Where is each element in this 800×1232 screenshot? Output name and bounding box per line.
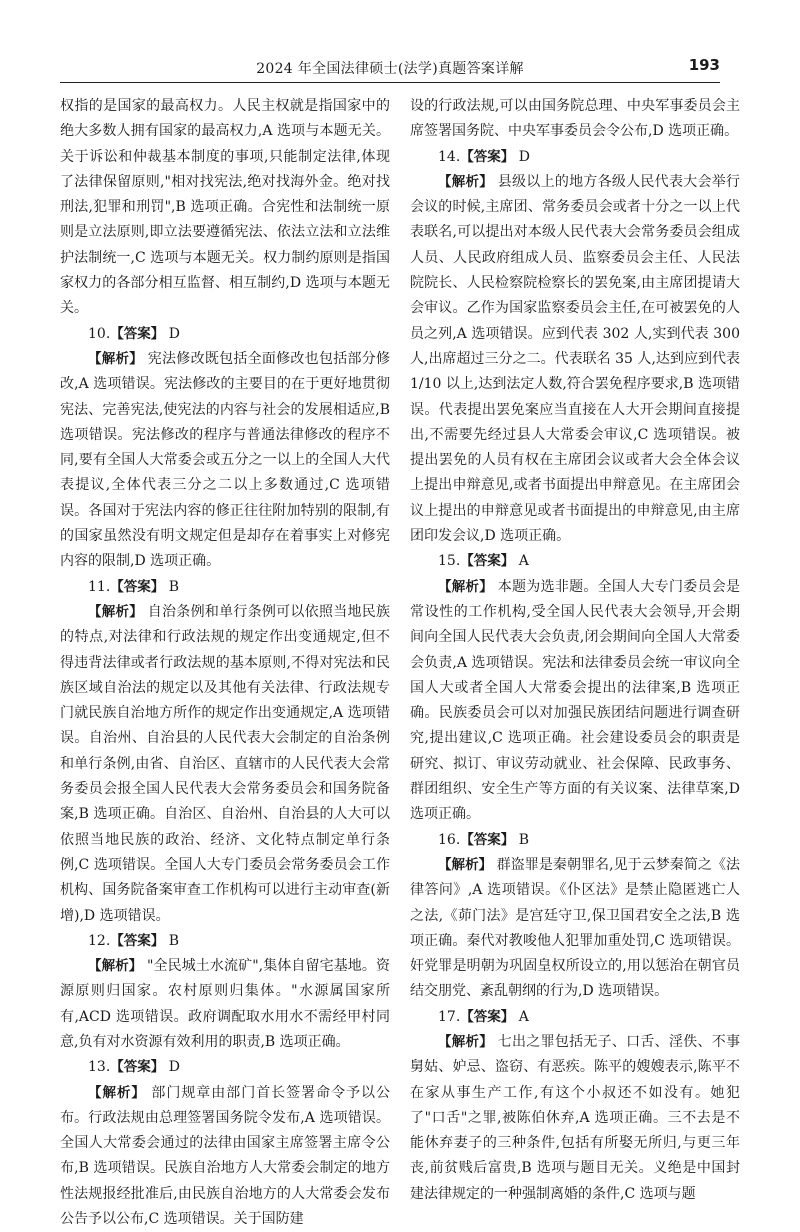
answer-label: 【答案】 xyxy=(460,148,515,165)
answer-label: 【答案】 xyxy=(110,325,165,342)
answer-value: D xyxy=(518,148,530,165)
analysis-paragraph xyxy=(410,575,740,828)
analysis-text: 自治条例和单行条例可以依照当地民族的特点,对法律和行政法规的规定作出变通规定,但不得违背法律或者行政法规的基本原则,不得对宪法和民族区域自治法的规定以及其他有关法律、行政法规专门就民族自治地方所作的规定作出变通规定,A 选项错误。自治州、自治县的人民代表大会制定的自治条例和单行条例,由省、自治区、直辖市的人民代表大会常务委员会报全国人民代表大会常务委员会和国务院备案,B 选项正确。自治区、自治州、自治县的人大可以依照当地民族的政治、经济、文化特点制定单行条例,C 选项错误。全国人大专门委员会常务委员会工作机构、国务院备案审查工作机构可以进行主动审查(新增),D 选项错误。 xyxy=(60,603,391,924)
answer-label: 【答案】 xyxy=(110,578,165,595)
answer-value: A xyxy=(518,553,529,570)
analysis-text: 宪法修改既包括全面修改也包括部分修改,A 选项错误。宪法修改的主要目的在于更好地贯彻宪法、完善宪法,使宪法的内容与社会的发展相适应,B 选项错误。宪法修改的程序与普通法律修改的程序不同,要有全国人大常委会或五分之一以上的全国人大代表提议,全体代表三分之二以上多数通过,C 选项错误。各国对于宪法内容的修正往往附加特别的限制,有的国家虽然没有明文规定但是却存在着事实上对修宪内容的限制,D 选项正确。 xyxy=(60,350,391,570)
analysis-text: 部门规章由部门首长签署命令予以公布。行政法规由总理签署国务院令发布,A 选项错误。全国人大常委会通过的法律由国家主席签署主席令公布,B 选项错误。民族自治地方人大常委会制定的地方性法规报经批准后,由民族自治地方的人大常委会发布公告予以公布,C 选项错误。关于国防建 xyxy=(60,1084,391,1228)
left-column xyxy=(60,94,390,1232)
answer-value: D xyxy=(168,325,180,342)
continued-paragraph: 设的行政法规,可以由国务院总理、中央军事委员会主席签署国务院、中央军事委员会令公布,D 选项正确。 xyxy=(410,98,740,140)
answer-line xyxy=(410,828,740,853)
analysis-text: 本题为选非题。全国人大专门委员会是常设性的工作机构,受全国人民代表大会领导,开会期间向全国人民代表大会负责,闭会期间向全国人大常委会负责,A 选项错误。宪法和法律委员会统一审议向全国人大或者全国人大常委会提出的法律案,B 选项正确。民族委员会可以对加强民族团结问题进行调查研究,提出建议,C 选项正确。社会建设委员会的职责是研究、拟订、审议劳动就业、社会保障、民政事务、群团组织、安全生产等方面的有关议案、法律草案,D 选项正确。 xyxy=(410,578,741,823)
answer-label: 【答案】 xyxy=(460,831,515,848)
question-number: 12. xyxy=(88,932,111,949)
analysis-paragraph xyxy=(60,954,390,1055)
analysis-text: "全民城土水流矿",集体自留宅基地。资源原则归国家。农村原则归集体。"水源属国家所有,ACD 选项错误。政府调配取水用水不需经甲村同意,负有对水资源有效利用的职责,B 选项正确。 xyxy=(60,958,391,1050)
answer-line xyxy=(60,929,390,954)
analysis-paragraph xyxy=(410,170,740,549)
analysis-label: 【解析】 xyxy=(438,1033,494,1050)
analysis-label: 【解析】 xyxy=(88,1084,146,1101)
analysis-label: 【解析】 xyxy=(438,856,493,873)
analysis-label: 【解析】 xyxy=(88,603,144,620)
answer-value: A xyxy=(518,1008,529,1025)
question-number: 17. xyxy=(438,1008,461,1025)
answer-line xyxy=(410,145,740,170)
page-number: 193 xyxy=(688,56,720,74)
analysis-paragraph xyxy=(60,1081,390,1232)
analysis-label: 【解析】 xyxy=(438,173,494,190)
analysis-text: 七出之罪包括无子、口舌、淫佚、不事舅姑、妒忌、盗窃、有恶疾。陈平的嫂嫂表示,陈平不在家从事生产工作,有这个小叔还不如没有。她犯了"口舌"之罪,被陈伯休弃,A 选项正确。三不去是不能休弃妻子的三种条件,包括有所娶无所归,与更三年丧,前贫贱后富贵,B 选项与题目无关。义绝是中国封建法律规定的一种强制离婚的条件,C 选项与题 xyxy=(410,1033,741,1202)
answer-line xyxy=(60,1055,390,1080)
analysis-label: 【解析】 xyxy=(88,350,144,367)
answer-label: 【答案】 xyxy=(460,1008,515,1025)
answer-line xyxy=(410,549,740,574)
answer-label: 【答案】 xyxy=(460,553,515,570)
answer-label: 【答案】 xyxy=(110,932,165,949)
answer-value: B xyxy=(168,578,180,595)
answer-value: B xyxy=(518,831,530,848)
answer-label: 【答案】 xyxy=(110,1059,165,1076)
analysis-text: 县级以上的地方各级人民代表大会举行会议的时候,主席团、常务委员会或者十分之一以上代表联名,可以提出对本级人民代表大会常务委员会组成人员、人民政府组成人员、监察委员会主任、人民法院院长、人民检察院检察长的罢免案,由主席团提请大会审议。乙作为国家监察委员会主任,在可被罢免的人员之列,A 选项错误。应到代表 302 人,实到代表 300 人,出席超过三分之二。代表联名 35 人,达到应到代表 1/10 以上,达到法定人数,符合罢免程序要求,B 选项错误。代表提出罢免案应当直接在人大开会期间直接提出,不需要先经过县人大常委会审议,C 选项错误。被提出罢免的人员有权在主席团会议或者大会全体会议上提出申辩意见,或者书面提出申辩意见。在主席团会议上提出的申辩意见或者书面提出的申辩意见,由主席团印发会议,D 选项正确。 xyxy=(410,173,741,545)
question-number: 10. xyxy=(88,325,111,342)
question-number: 14. xyxy=(438,148,461,165)
running-title: 2024 年全国法律硕士(法学)真题答案详解 xyxy=(256,61,524,77)
analysis-label: 【解析】 xyxy=(438,578,494,595)
question-number: 15. xyxy=(438,553,461,570)
answer-line xyxy=(410,1005,740,1030)
question-number: 11. xyxy=(88,578,111,595)
continued-paragraph: 权指的是国家的最高权力。人民主权就是指国家中的绝大多数人拥有国家的最高权力,A 选项与本题无关。关于诉讼和仲裁基本制度的事项,只能制定法律,体现了法律保留原则,"相对找宪法,绝对找海外金。绝对找刑法,犯罪和刑罚",B 选项正确。合宪性和法制统一原则是立法原则,即立法要遵循宪法、依法立法和立法维护法制统一,C 选项与本题无关。权力制约原则是指国家权力的各部分相互监督、相互制约,D 选项与本题无关。 xyxy=(60,98,390,317)
answer-line xyxy=(60,322,390,347)
analysis-paragraph xyxy=(60,347,390,575)
analysis-label: 【解析】 xyxy=(88,958,143,975)
question-number: 13. xyxy=(88,1059,111,1076)
answer-line xyxy=(60,575,390,600)
answer-value: D xyxy=(168,1059,180,1076)
analysis-text: 群盗罪是秦朝罪名,见于云梦秦简之《法律答问》,A 选项错误。《仆区法》是禁止隐匿逃亡人之法,《茆门法》是宫廷守卫,保卫国君安全之法,B 选项正确。秦代对教唆他人犯罪加重处罚,C 选项错误。奸党罪是明朝为巩固皇权所设立的,用以惩治在朝官员结交朋党、紊乱朝纲的行为,D 选项错误。 xyxy=(410,856,740,1000)
question-number: 16. xyxy=(438,831,461,848)
page-header xyxy=(60,52,720,83)
answer-value: B xyxy=(168,932,180,949)
analysis-paragraph xyxy=(60,600,390,929)
right-column xyxy=(410,94,740,1207)
analysis-paragraph xyxy=(410,853,740,1005)
analysis-paragraph xyxy=(410,1030,740,1207)
